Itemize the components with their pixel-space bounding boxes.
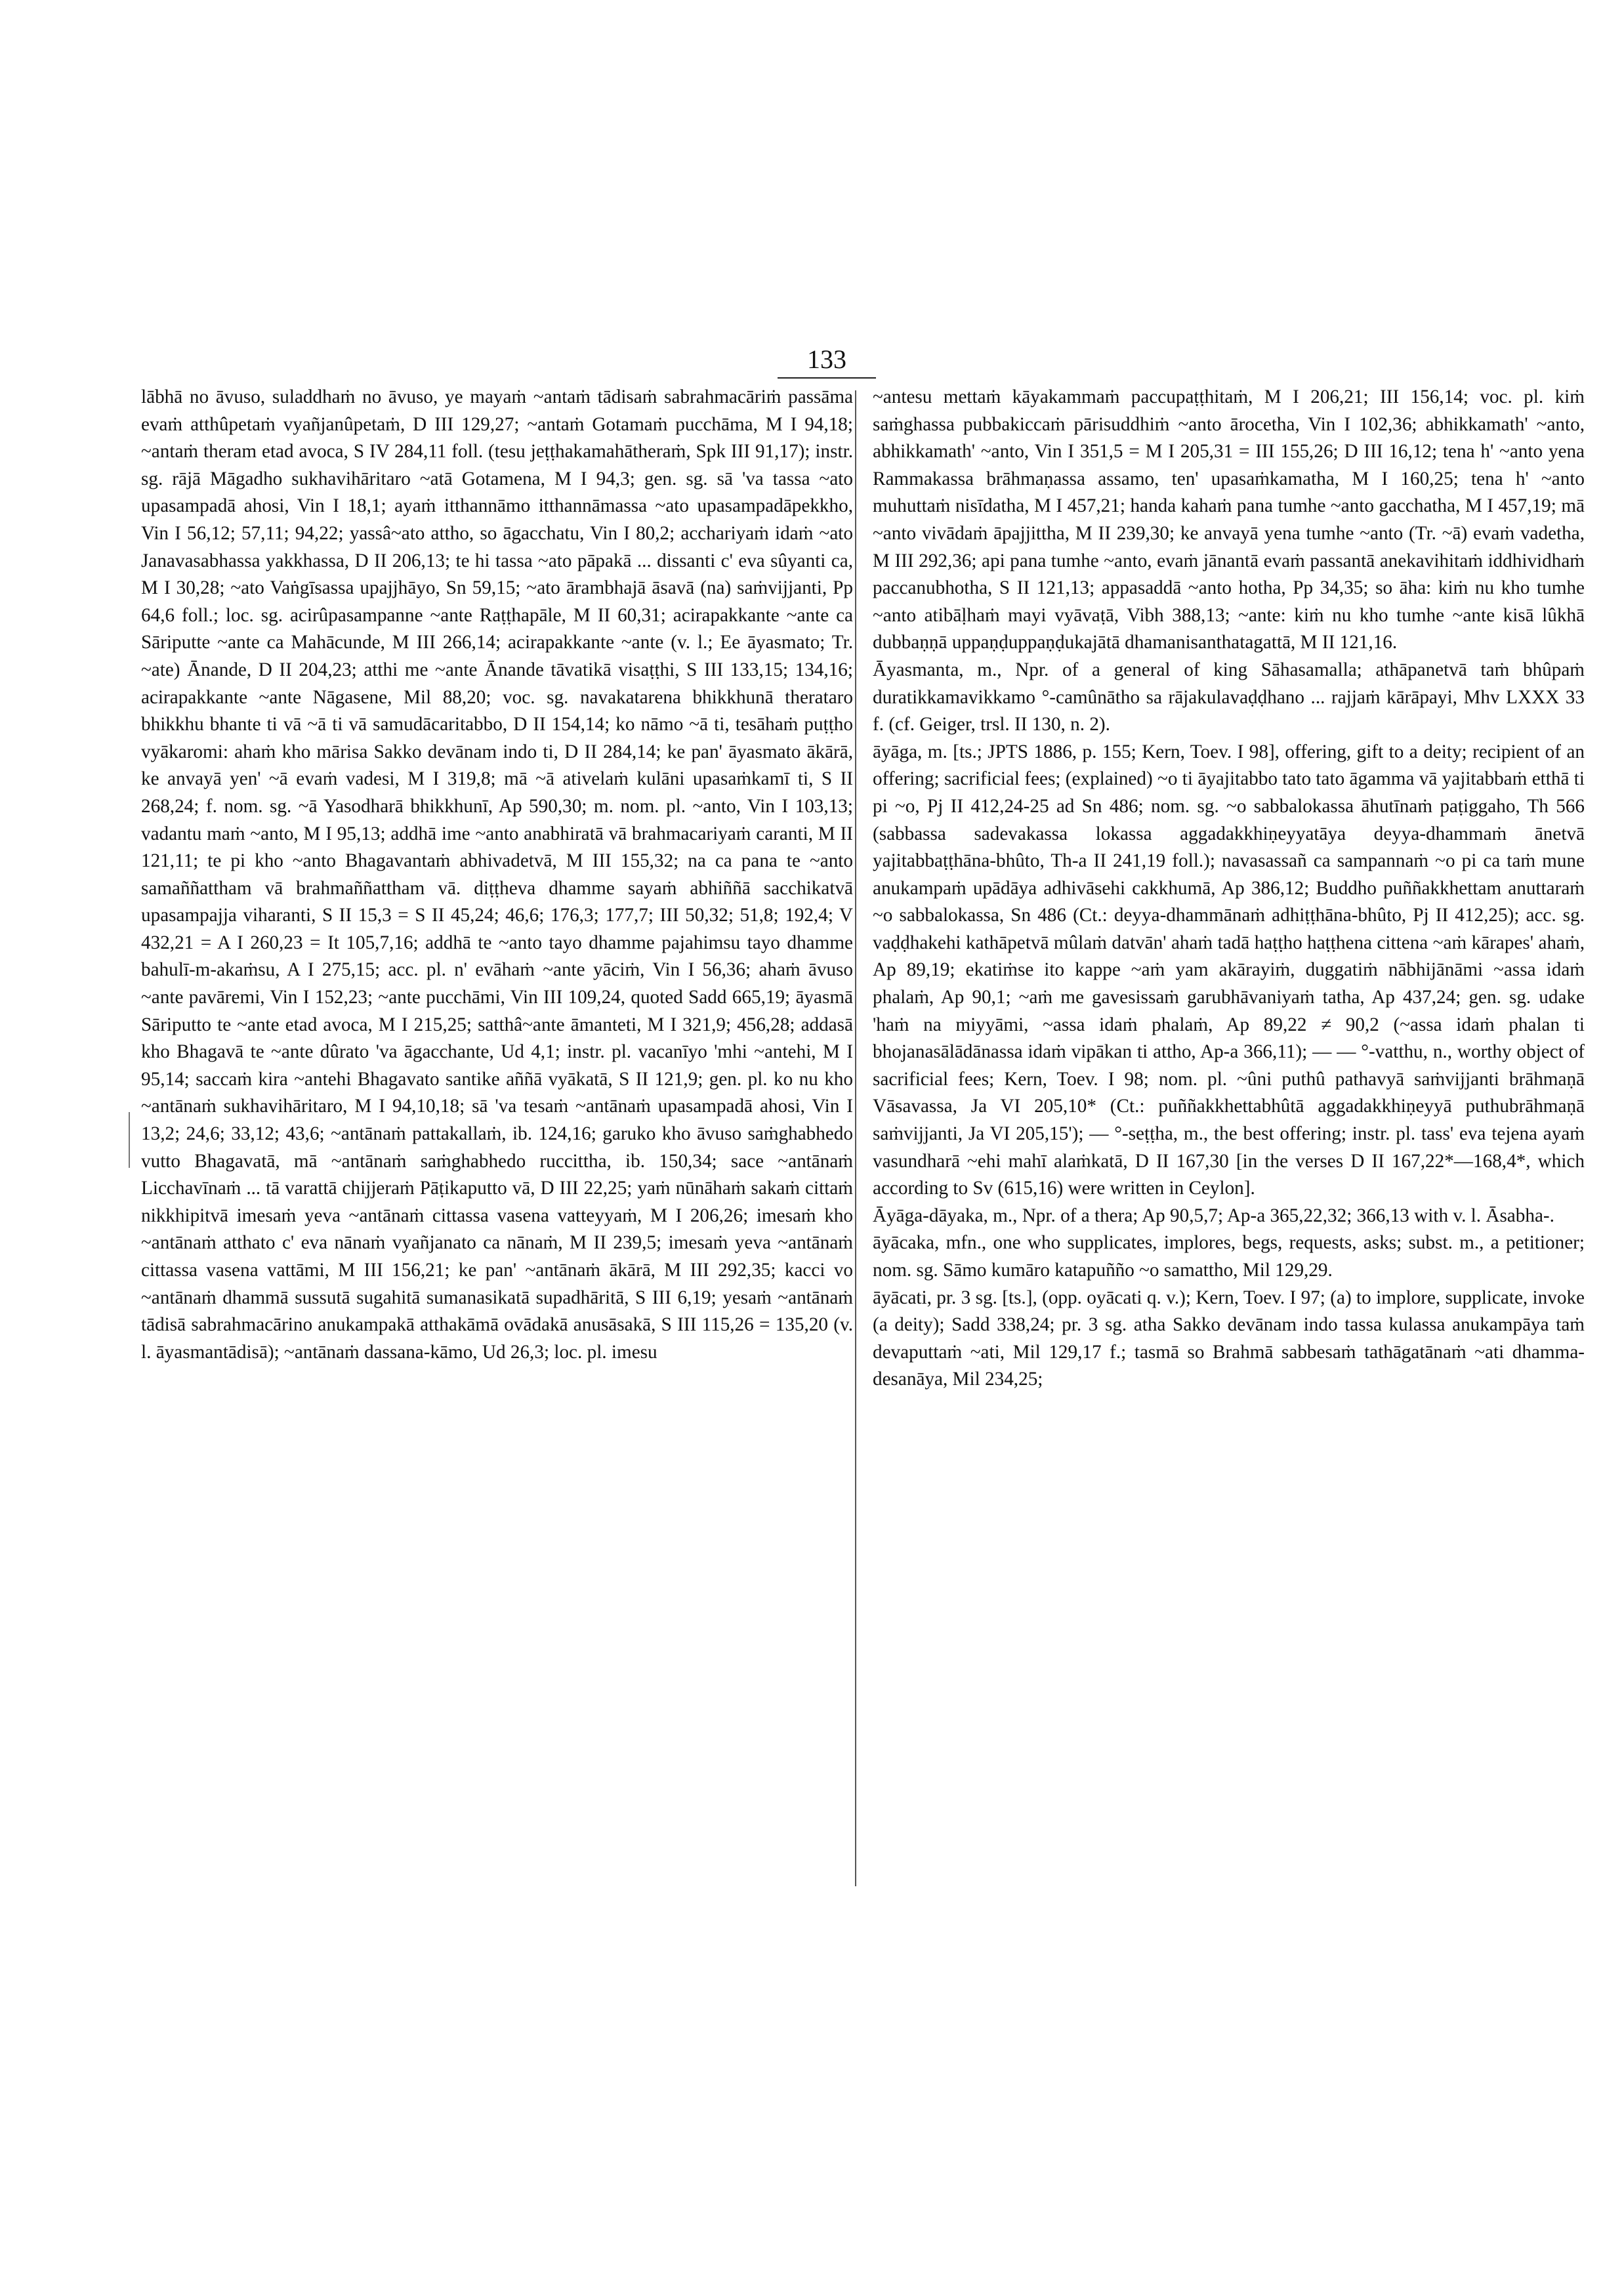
left-column bbox=[141, 384, 853, 1366]
margin-mark bbox=[129, 1112, 130, 1168]
entry-ayacati: āyācati, pr. 3 sg. [ts.], (opp. oyācati q. v.); Kern, Toev. I 97; (a) to implore, supplicate, invoke (a deity); Sadd 338,24; pr. 3 sg. atha Sakko devānam indo tassa kulassa anukampāya taṁ devaputtaṁ ~ati, Mil 129,17 f.; tasmā so Brahmā sabbesaṁ tathāgatānaṁ ~ati dhamma-desanāya, Mil 234,25; bbox=[873, 1287, 1585, 1390]
entry-ayaga: āyāga, m. [ts.; JPTS 1886, p. 155; Kern, Toev. I 98], offering, gift to a deity; recipient of an offering; sacrificial fees; (explained) ~o ti āyajitabbo tato tato āgamma vā yajitabbaṁ etthā ti pi ~o, Pj II 412,24-25 ad Sn 486; nom. sg. ~o sabbalokassa āhutīnaṁ paṭiggaho, Th 566 (sabbassa sadevakassa lokassa aggadakkhiṇeyyatāya deyya-dhammaṁ ānetvā yajitabbaṭṭhāna-bhûto, Th-a II 241,19 foll.); navasassañ ca sampannaṁ ~o pi ca taṁ mune anukampaṁ upādāya adhivāsehi cakkhumā, Ap 386,12; Buddho puññakkhettam anuttaraṁ ~o sabbalokassa, Sn 486 (Ct.: deyya-dhammānaṁ adhiṭṭhāna-bhûto, Pj II 412,25); acc. sg. vaḍḍhakehi kathāpetvā mûlaṁ datvān' ahaṁ tadā haṭṭho haṭṭhena cittena ~aṁ kārapes' ahaṁ, Ap 89,19; ekatiṁse ito kappe ~aṁ yam akārayiṁ, duggatiṁ nābhijānāmi ~assa idaṁ phalaṁ, Ap 90,1; ~aṁ me gavesissaṁ garubhāvaniyaṁ tatha, Ap 437,24; gen. sg. udake 'haṁ na miyyāmi, ~assa idaṁ phalaṁ, Ap 89,22 ≠ 90,2 (~assa idaṁ phalan ti bhojanasālādānassa idaṁ vipākan ti attho, Ap-a 366,11); — — °-vatthu, n., worthy object of sacrificial fees; Kern, Toev. I 98; nom. pl. ~ûni puthû pathavyā saṁvijjanti brāhmaṇā Vāsavassa, Ja VI 205,10* (Ct.: puññakkhettabhûtā aggadakkhiṇeyyā puthubrāhmaṇā saṁvijjanti, Ja VI 205,15'); — °-seṭṭha, m., the best offering; instr. pl. tass' eva tejena ayaṁ vasundharā ~ehi mahī alaṁkatā, D II 167,30 [in the verses D II 167,22*—168,4*, which according to Sv (615,16) were written in Ceylon]. bbox=[873, 741, 1585, 1199]
column-divider bbox=[855, 390, 856, 1886]
page-number: 133 bbox=[807, 344, 846, 374]
left-column-text: lābhā no āvuso, suladdhaṁ no āvuso, ye mayaṁ ~antaṁ tādisaṁ sabrahmacāriṁ passāma evaṁ atthûpetaṁ vyañjanûpetaṁ, D III 129,27; ~antaṁ Gotamaṁ pucchāma, M I 94,18; ~antaṁ theram etad avoca, S IV 284,11 foll. (tesu jeṭṭhakamahātheraṁ, Spk III 91,17); instr. sg. rājā Māgadho sukhavihāritaro ~atā Gotamena, M I 94,3; gen. sg. sā 'va tassa ~ato upasampadā ahosi, Vin I 18,1; ayaṁ itthannāmo itthannāmassa ~ato upasampadāpekkho, Vin I 56,12; 57,11; 94,22; yassâ~ato attho, so āgacchatu, Vin I 80,2; acchariyaṁ idaṁ ~ato Janavasabhassa yakkhassa, D II 206,13; te hi tassa ~ato pāpakā ... dissanti c' eva sûyanti ca, M I 30,28; ~ato Vaṅgīsassa upajjhāyo, Sn 59,15; ~ato ārambhajā āsavā (na) saṁvijjanti, Pp 64,6 foll.; loc. sg. acirûpasampanne ~ante Raṭṭhapāle, M II 60,31; acirapakkante ~ante ca Sāriputte ~ante ca Mahācunde, M III 266,14; acirapakkante ~ante (v. l.; Ee āyasmato; Tr. ~ate) Ānande, D II 204,23; atthi me ~ante Ānande tāvatikā visaṭṭhi, S III 133,15; 134,16; acirapakkante ~ante Nāgasene, Mil 88,20; voc. sg. navakatarena bhikkhunā therataro bhikkhu bhante ti vā ~ā ti vā samudācaritabbo, D II 154,14; ko nāmo ~ā ti, tesāhaṁ puṭṭho vyākaromi: ahaṁ kho mārisa Sakko devānam indo ti, D II 284,14; ke pan' āyasmato ākārā, ke anvayā yen' ~ā evaṁ vadesi, M I 319,8; mā ~ā ativelaṁ kulāni upasaṁkamī ti, S II 268,24; f. nom. sg. ~ā Yasodharā bhikkhunī, Ap 590,30; m. nom. pl. ~anto, Vin I 103,13; vadantu maṁ ~anto, M I 95,13; addhā ime ~anto anabhiratā vā brahmacariyaṁ caranti, M II 121,11; te pi kho ~anto Bhagavantaṁ abhivadetvā, M III 155,32; na ca pana te ~anto samaññattham vā brahmaññattham vā. diṭṭheva dhamme sayaṁ abhiññā sacchikatvā upasampajja viharanti, S II 15,3 = S II 45,24; 46,6; 176,3; 177,7; III 50,32; 51,8; 192,4; V 432,21 = A I 260,23 = It 105,7,16; addhā te ~anto tayo dhamme pajahimsu tayo dhamme bahulī-m-akaṁsu, A I 275,15; acc. pl. n' evāhaṁ ~ante yāciṁ, Vin I 56,36; ahaṁ āvuso ~ante pavāremi, Vin I 152,23; ~ante pucchāmi, Vin III 109,24, quoted Sadd 665,19; āyasmā Sāriputto te ~ante etad avoca, M I 215,25; satthâ~ante āmanteti, M I 321,9; 456,28; addasā kho Bhagavā te ~ante dûrato 'va āgacchante, Ud 4,1; instr. pl. vacanīyo 'mhi ~antehi, M I 95,14; saccaṁ kira ~antehi Bhagavato santike aññā vyākatā, S II 121,9; gen. pl. ko nu kho ~antānaṁ sukhavihāritaro, M I 94,10,18; sā 'va tesaṁ ~antānaṁ upasampadā ahosi, Vin I 13,2; 24,6; 33,12; 43,6; ~antānaṁ pattakallaṁ, ib. 124,16; garuko kho āvuso saṁghabhedo vutto Bhagavatā, mā ~antānaṁ saṁghabhedo ruccittha, ib. 150,34; sace ~antānaṁ Licchavīnaṁ ... tā varattā chijjeraṁ Pāṭikaputto vā, D III 22,25; yaṁ nūnāhaṁ sakaṁ cittaṁ nikkhipitvā imesaṁ yeva ~antānaṁ cittassa vasena vatteyyaṁ, M I 206,26; imesaṁ kho ~antānaṁ atthato c' eva nānaṁ vyañjanato ca nānaṁ, M II 239,5; imesaṁ yeva ~antānaṁ cittassa vasena vattāmi, M III 156,21; ke pan' ~antānaṁ ākārā, M III 292,35; kacci vo ~antānaṁ dhammā sussutā sugahitā sumanasikatā supadhāritā, S III 6,19; yesaṁ ~antānaṁ tādisā sabrahmacārino anukampakā atthakāmā ovādakā anusāsakā, S III 115,26 = 135,20 (v. l. āyasmantādisā); ~antānaṁ dassana-kāmo, Ud 26,3; loc. pl. imesu bbox=[141, 386, 853, 1363]
entry-ayacaka: āyācaka, mfn., one who supplicates, implores, begs, requests, asks; subst. m., a petitioner; nom. sg. Sāmo kumāro katapuñño ~o samattho, Mil 129,29. bbox=[873, 1232, 1585, 1281]
page-number-rule bbox=[778, 377, 876, 379]
entry-continuation: ~antesu mettaṁ kāyakammaṁ paccupaṭṭhitaṁ, M I 206,21; III 156,14; voc. pl. kiṁ saṁghassa pubbakiccaṁ pārisuddhiṁ ~anto ārocetha, Vin I 102,36; abhikkamath' ~anto, abhikkamath' ~anto, Vin I 351,5 = M I 205,31 = III 155,26; D III 16,12; tena h' ~anto yena Rammakassa brāhmaṇassa assamo, ten' upasaṁkamatha, M I 160,25; tena h' ~anto muhuttaṁ nisīdatha, M I 457,21; handa kahaṁ pana tumhe ~anto gacchatha, M I 457,19; mā ~anto vivādaṁ āpajjittha, M II 239,30; ke anvayā yena tumhe ~anto (Tr. ~ā) evaṁ vadetha, M III 292,36; api pana tumhe ~anto, evaṁ jānantā evaṁ passantā anekavihitaṁ iddhividhaṁ paccanubhotha, S II 121,13; appasaddā ~anto hotha, Pp 34,35; so āha: kiṁ nu kho tumhe ~anto atibāḷhaṁ mayi vyāvaṭā, Vibh 388,13; ~ante: kiṁ nu kho tumhe ~ante kisā lûkhā dubbaṇṇā uppaṇḍuppaṇḍukajātā dhamanisanthatagattā, M II 121,16. bbox=[873, 386, 1585, 653]
right-column bbox=[873, 384, 1585, 1394]
entry-ayasmanta: Āyasmanta, m., Npr. of a general of king Sāhasamalla; athāpanetvā taṁ bhûpaṁ duratikkamavikkamo °-camûnātho sa rājakulavaḍḍhano ... rajjaṁ kārāpayi, Mhv LXXX 33 f. (cf. Geiger, trsl. II 130, n. 2). bbox=[873, 659, 1585, 735]
entry-ayaga-dayaka: Āyāga-dāyaka, m., Npr. of a thera; Ap 90,5,7; Ap-a 365,22,32; 366,13 with v. l. Āsabha-. bbox=[873, 1205, 1554, 1226]
